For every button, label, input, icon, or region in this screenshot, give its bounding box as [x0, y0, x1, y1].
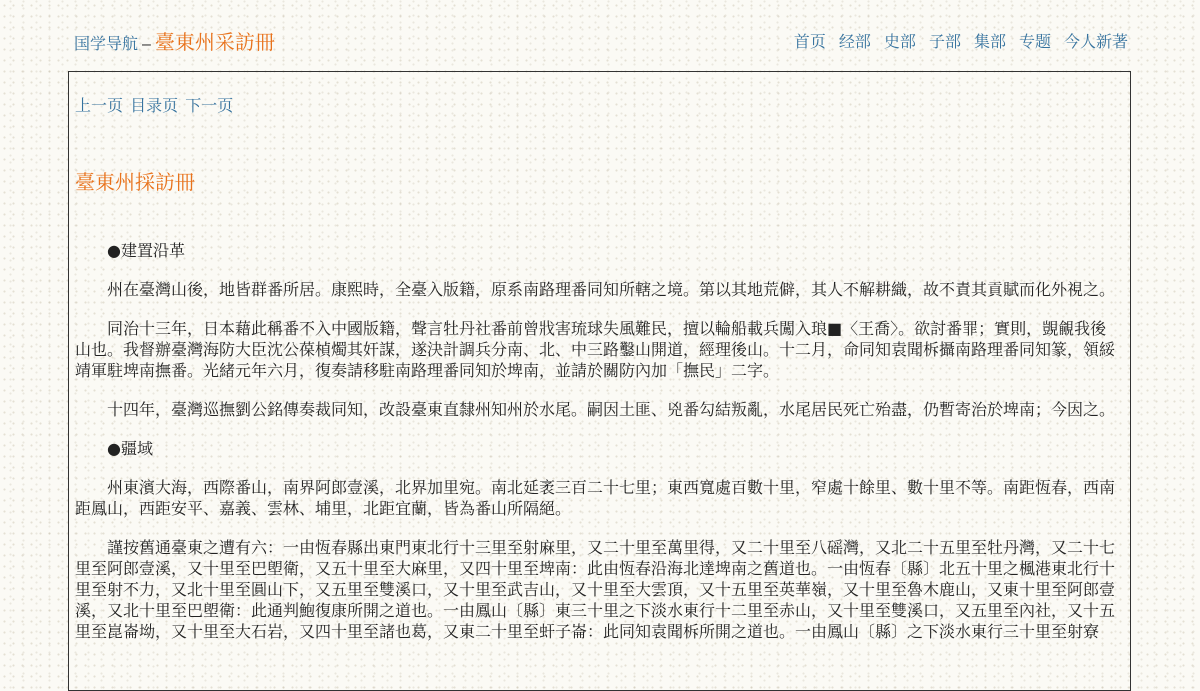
nav-item-shibu[interactable]: 史部: [883, 34, 916, 51]
site-home-link[interactable]: 国学导航: [74, 36, 139, 53]
paragraph: 同治十三年，日本藉此稱番不入中國版籍，聲言牡丹社番前曾戕害琉球失風難民，擅以輪船載兵闖入琅■〈王喬〉。欲討番罪；實則，覬覦我後山也。我督辦臺灣海防大臣沈公葆楨燭其奸謀，遂決計調兵分南、北、中三路鑿山開道，經理後山。十二月，命同知袁聞柝攝南路理番同知篆，領綏靖軍駐埤南撫番。光緒元年六月，復奏請移駐南路理番同知於埤南，並請於關防內加「撫民」二字。: [75, 319, 1116, 380]
article-body: [75, 240, 1115, 660]
paragraph: 謹按舊通臺東之遭有六：一由恆春縣出東門東北行十三里至射麻里，又二十里至萬里得，又二十里至八磘灣，又北二十五里至牡丹灣，又二十七里至阿郎壹溪，又十里至巴塱衛，又五十里至大麻里，又四十里至埤南：此由恆春沿海北達埤南之舊道也。一由恆春〔縣〕北五十里之楓港東北行十里至射不力，又北十里至圓山下，又五里至雙溪口，又十里至武吉山，又十里至大雲頂，又十五里至英華嶺，又十里至魯木鹿山，又東十里至阿郎壹溪，又北十里至巴塱衛：此通判鮑復康所開之道也。一由鳳山〔縣〕東三十里之下淡水東行十二里至赤山，又十里至雙溪口，又五里至內社，又十五里至崑崙坳，又十里至大石岩，又四十里至諸也葛，又東二十里至虷子崙：此同知袁聞柝所開之道也。一由鳳山〔縣〕之下淡水東行三十里至射寮: [75, 538, 1116, 641]
site-title: [74, 26, 275, 55]
pager: [75, 93, 235, 116]
section-heading: ●建置沿革: [107, 241, 185, 260]
nav-item-jibu[interactable]: 集部: [973, 34, 1006, 51]
next-page-link[interactable]: 下一页: [185, 96, 234, 115]
nav-item-home[interactable]: 首页: [793, 34, 826, 51]
nav-item-zibu[interactable]: 子部: [928, 34, 961, 51]
prev-page-link[interactable]: 上一页: [75, 96, 124, 115]
paragraph: 州在臺灣山後，地皆群番所居。康熙時，全臺入版籍，原系南路理番同知所轄之境。第以其地荒僻，其人不解耕織，故不責其貢賦而化外視之。: [107, 280, 1116, 299]
nav-item-jingbu[interactable]: 经部: [838, 34, 871, 51]
paragraph: 十四年，臺灣巡撫劉公銘傳奏裁同知，改設臺東直隸州知州於水尾。嗣因土匪、兇番勾結叛亂，水尾居民死亡殆盡，仍暫寄治於埤南；今因之。: [107, 400, 1116, 419]
paragraph: 州東濱大海，西際番山，南界阿郎壹溪，北界加里宛。南北延袤三百二十七里；東西寬處百數十里，窄處十餘里、數十里不等。南距恆春，西南距鳳山，西距安平、嘉義、雲林、埔里，北距宜蘭，皆為番山所隔絕。: [75, 478, 1116, 518]
title-separator: –: [142, 36, 151, 53]
content-panel: [68, 71, 1131, 691]
book-title[interactable]: 臺東州采訪冊: [154, 30, 275, 54]
toc-link[interactable]: 目录页: [130, 96, 179, 115]
section-heading: ●疆域: [107, 439, 153, 458]
nav-item-topics[interactable]: 专题: [1018, 34, 1051, 51]
main-nav: [781, 29, 1128, 52]
site-header: [0, 0, 1200, 70]
nav-item-modern-works[interactable]: 今人新著: [1063, 34, 1128, 51]
page-heading: 臺東州採訪冊: [75, 170, 195, 194]
